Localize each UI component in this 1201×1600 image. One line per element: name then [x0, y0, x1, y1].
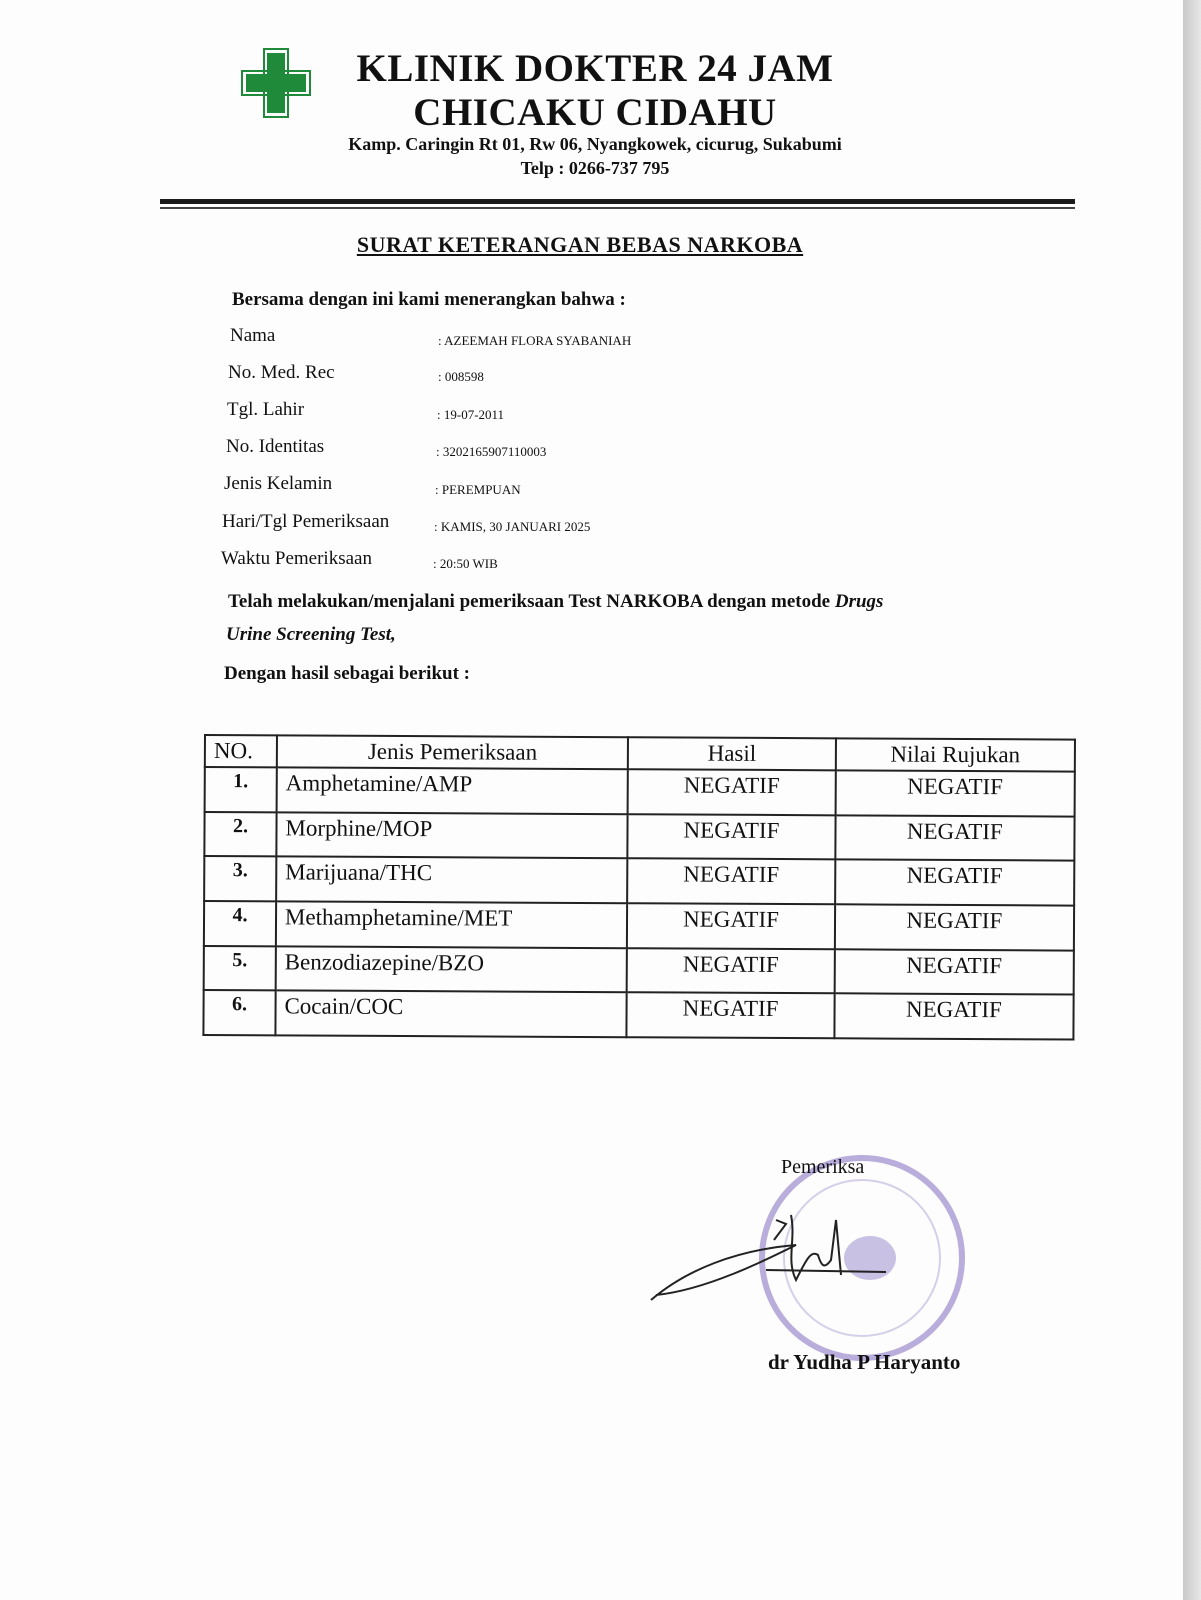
- row-test: Amphetamine/AMP: [276, 767, 628, 813]
- signature-icon: [646, 1200, 896, 1310]
- page-edge: [1183, 0, 1201, 1600]
- field-value-waktu: : 20:50 WIB: [433, 556, 498, 571]
- header-divider: [160, 199, 1075, 204]
- clinic-address: Kamp. Caringin Rt 01, Rw 06, Nyangkowek, cicurug, Sukabumi: [348, 134, 842, 154]
- row-result: NEGATIF: [628, 814, 836, 860]
- table-row: [204, 901, 1074, 950]
- results-table: [202, 734, 1076, 1041]
- row-result: NEGATIF: [628, 769, 836, 815]
- table-header-row: [205, 735, 1075, 772]
- header-hasil: Hasil: [628, 737, 836, 770]
- row-test: Methamphetamine/MET: [276, 901, 628, 947]
- intro-text: Bersama dengan ini kami menerangkan bahwa :: [232, 289, 626, 310]
- field-value-identitas: : 3202165907110003: [436, 444, 547, 459]
- table-row: [204, 812, 1074, 861]
- row-test: Morphine/MOP: [276, 812, 628, 858]
- field-label-nama: Nama: [230, 325, 276, 346]
- document-title: SURAT KETERANGAN BEBAS NARKOBA: [356, 232, 804, 257]
- test-statement-text: Telah melakukan/menjalani pemeriksaan Test NARKOBA dengan metode: [228, 591, 835, 612]
- field-value-hari-tgl: : KAMIS, 30 JANUARI 2025: [434, 519, 591, 534]
- field-label-jenis-kelamin: Jenis Kelamin: [224, 473, 333, 494]
- row-reference: NEGATIF: [834, 994, 1074, 1040]
- field-label-waktu: Waktu Pemeriksaan: [221, 548, 372, 569]
- field-value-med-rec: : 008598: [438, 369, 484, 384]
- row-no: 6.: [203, 990, 275, 1035]
- row-no: 4.: [204, 901, 276, 946]
- field-value-jenis-kelamin: : PEREMPUAN: [435, 482, 521, 497]
- row-reference: NEGATIF: [834, 949, 1074, 995]
- field-label-med-rec: No. Med. Rec: [228, 362, 335, 383]
- row-reference: NEGATIF: [835, 904, 1075, 950]
- field-label-hari-tgl: Hari/Tgl Pemeriksaan: [222, 511, 390, 532]
- row-result: NEGATIF: [627, 948, 835, 994]
- row-reference: NEGATIF: [835, 770, 1075, 816]
- table-row: [203, 990, 1073, 1039]
- result-intro: Dengan hasil sebagai berikut :: [224, 663, 470, 684]
- field-value-tgl-lahir: : 19-07-2011: [437, 407, 505, 422]
- clinic-name-line2: CHICAKU CIDAHU: [413, 91, 777, 134]
- row-result: NEGATIF: [627, 859, 835, 905]
- header-no: NO.: [205, 735, 277, 767]
- row-no: 1.: [205, 767, 277, 812]
- header-nilai-rujukan: Nilai Rujukan: [836, 738, 1075, 771]
- row-no: 5.: [204, 946, 276, 991]
- field-label-tgl-lahir: Tgl. Lahir: [227, 399, 305, 420]
- table-row: [204, 946, 1074, 995]
- field-value-nama: : AZEEMAH FLORA SYABANIAH: [438, 333, 632, 348]
- row-no: 2.: [204, 812, 276, 857]
- header-jenis-pemeriksaan: Jenis Pemeriksaan: [277, 735, 629, 769]
- field-label-identitas: No. Identitas: [226, 436, 325, 457]
- row-reference: NEGATIF: [835, 860, 1075, 906]
- test-statement: [228, 591, 883, 613]
- row-no: 3.: [204, 856, 276, 901]
- row-reference: NEGATIF: [835, 815, 1075, 861]
- row-test: Benzodiazepine/BZO: [276, 946, 628, 992]
- row-result: NEGATIF: [627, 992, 835, 1038]
- signatory-name: dr Yudha P Haryanto: [768, 1350, 961, 1374]
- signature-title: Pemeriksa: [781, 1156, 865, 1178]
- header-divider-thin: [160, 207, 1075, 209]
- row-result: NEGATIF: [627, 903, 835, 949]
- row-test: Cocain/COC: [275, 991, 627, 1038]
- table-row: [205, 767, 1075, 816]
- clinic-phone: Telp : 0266-737 795: [520, 158, 670, 178]
- test-method-part2: Urine Screening Test,: [226, 624, 396, 645]
- test-method-part1: Drugs: [834, 591, 884, 612]
- clinic-name-line1: KLINIK DOKTER 24 JAM: [356, 47, 834, 90]
- table-row: [204, 856, 1074, 905]
- row-test: Marijuana/THC: [276, 857, 628, 903]
